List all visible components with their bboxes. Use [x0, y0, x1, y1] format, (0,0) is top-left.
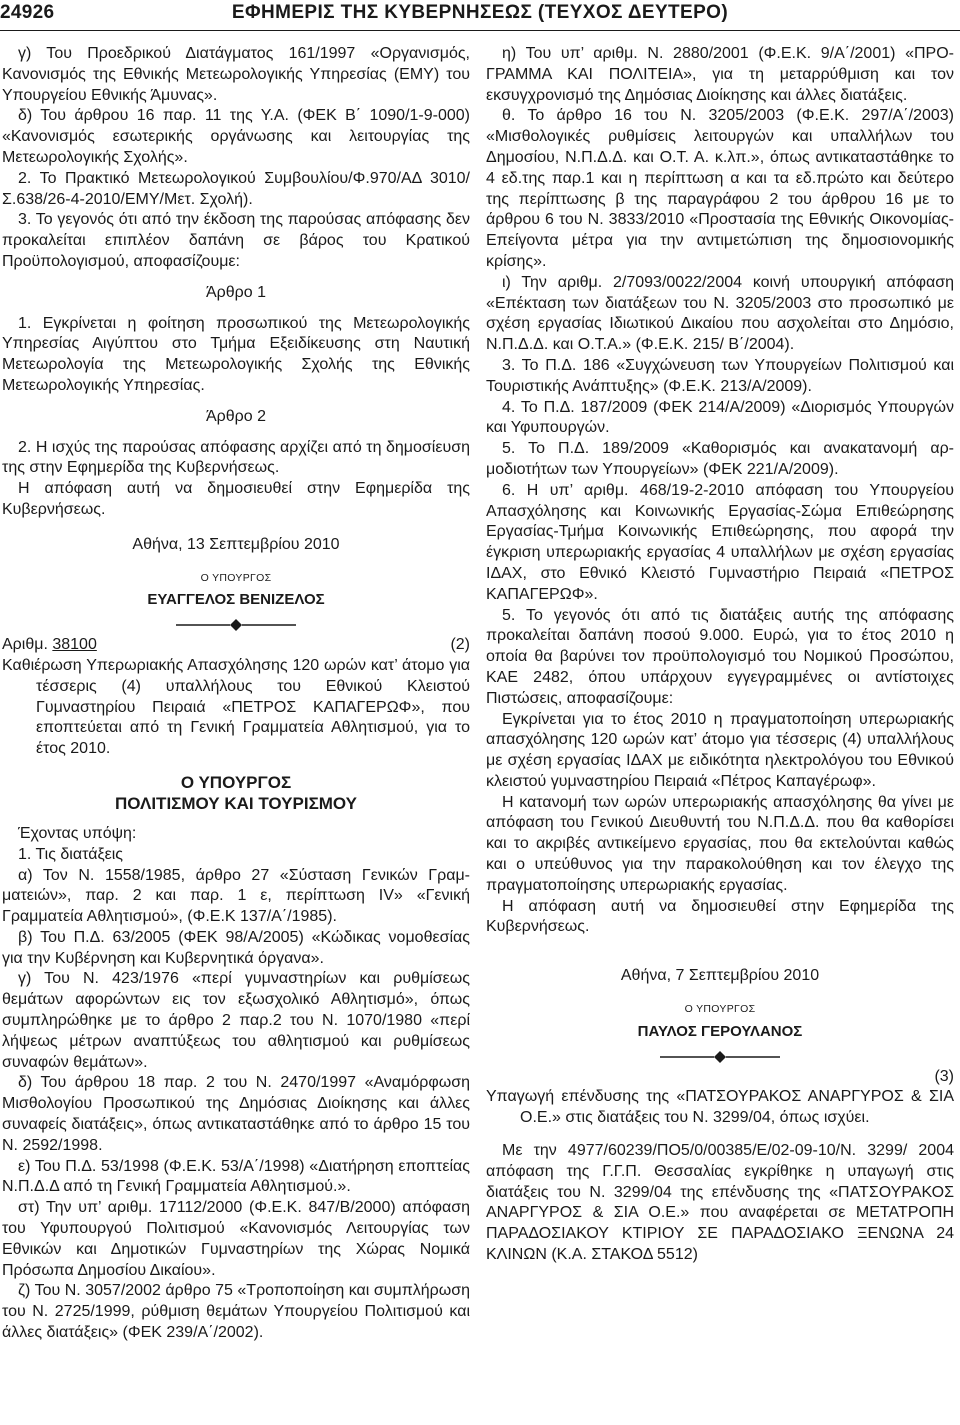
approval-text: Εγκρίνεται για το έτος 2010 η πραγματοποίηση υπερωριακής απασχόλησης 120 ωρών κατ’ άτομο για τέσσερις (4) υπαλλήλους με σχέση εργασίας ΙΔΑΧ με ειδικότητα ηλεκτρολόγου του Εθνικού κλειστού γυμναστηρίου Πειραιά «Πέτρος Καπαγέρωφ». [486, 710, 954, 790]
paragraph-g: γ) Του Προεδρικού Διατάγματος 161/1997 «Οργανισμός, Κανονισμός της Εθνικής Μετεωρολογικής Υπηρεσίας (ΕΜΥ) του Υπουργείου Εθνικής Άμυνας». [2, 45, 470, 104]
item-5b: 5. Το γεγονός ότι από τις διατάξεις αυτής της απόφασης προκαλείται δαπάνη ποσού 9.000. Ευρώ, για το έτος 2010 η οποία θα βαρύνει τον προϋπολογισμό του Νομικού Προσώπου, ΚΑΕ 2482, όπου υπάρχουν εγγεγραμμένες οι αντίστοιχες Πιστώσεις, αποφασίζουμε: [486, 606, 954, 707]
item-5: 5. Το Π.Δ. 189/2009 «Καθορισμός και ανακατανομή αρμοδιοτήτων των Υπουργείων» (ΦΕΚ 221/Α/2009). [486, 440, 954, 478]
left-column [2, 44, 470, 1344]
item-th: θ. Το άρθρο 16 του Ν. 3205/2003 (Φ.Ε.Κ. 297/Α΄/2003) «Μισθολογικές ρυθμίσεις λειτουργών και υπαλλήλων του Δημοσίου, Ν.Π.Δ.Δ. και Ο.Τ. Α. κ.λπ.», όπως αντικαταστάθηκε το 4 εδ.της παρ.1 και η περίπτωση α και τα εδ.πρώτο και δεύτερο της περίπτωσης β της παραγράφου 2 του άρθρου 16 με το άρθρου 6 του Ν. 3833/2010 «Προστασία της Εθνικής Οικονομίας-Επείγοντα μέτρα για την αντιμετώπιση της δημοσιονομικής κρίσης». [486, 107, 954, 270]
signer-role: Ο ΥΠΟΥΡΓΟΣ [684, 1003, 756, 1016]
item-d: δ) Του άρθρου 18 παρ. 2 του Ν. 2470/1997 «Αναμόρφωση Μισθολογίου Προσωπικού της Δημόσιας Διοίκησης και άλλες συναφείς διατάξεις», όπως αντικαταστάθηκε από το άρθρο 15 του Ν. 2592/1998. [2, 1074, 470, 1154]
section-separator [176, 619, 296, 631]
item-g: γ) Του Ν. 423/1976 «περί γυμναστηρίων και ρυθμίσεως θεμάτων αφορώντων εις τον εξωσχολικό Αθλητισμό», όπως συμπληρώθηκε με το άρθρο 2 παρ.2 του Ν. 1070/1980 «περί λήψεως μέτρων αναπτύξεως του αθλητισμού και ρυθμίσεως συναφών θεμάτων». [2, 970, 470, 1071]
publish-note: Η απόφαση αυτή να δημοσιευθεί στην Εφημερίδα της Κυβερνήσεως. [2, 480, 470, 518]
page-number: 24926 [0, 2, 55, 23]
item-e: ε) Του Π.Δ. 53/1998 (Φ.Ε.Κ. 53/Α΄/1998) «Διατήρηση εποπτείας Ν.Π.Δ.Δ από τη Γενική Γραμματεία Αθλητισμού.». [2, 1157, 470, 1196]
gazette-title: ΕΦΗΜΕΡΙΣ ΤΗΣ ΚΥΒΕΡΝΗΣΕΩΣ (ΤΕΥΧΟΣ ΔΕΥΤΕΡΟ) [231, 2, 729, 23]
publish-note: Η απόφαση αυτή να δημοσιευθεί στην Εφημερίδα της Κυβερνήσεως. [486, 897, 954, 936]
signing-date: Αθήνα, 13 Σεπτεμβρίου 2010 [132, 535, 340, 553]
decision-number-group [2, 635, 97, 656]
decision-number-line [2, 635, 470, 656]
item-i: η) Του υπ’ αριθμ. Ν. 2880/2001 (Φ.Ε.Κ. 9/Α΄/2001) «ΠΡΟΓΡΑΜΜΑ ΚΑΙ ΠΟΛΙΤΕΙΑ», για τη μεταρρύθμιση και τον εκσυγχρονισμό της Δημόσιας Διοίκησης και άλλες διατάξεις. [486, 45, 954, 104]
decision-label: Αριθμ. [2, 636, 48, 654]
distribution-text: Η κατανομή των ωρών υπερωριακής απασχόλησης θα γίνει με απόφαση του Γενικού Διευθυντή του Ν.Π.Δ.Δ. που θα καθορίσει και το ακριβές αντικείμενο εργασίας, που θα εκτελούνται καθώς και ο υπεύθυνος για την παρακολούθηση και τον έλεγχο της πραγματοποίησης υπερωριακής εργασίας. [486, 793, 954, 894]
item-6: 6. Η υπ’ αριθμ. 468/19-2-2010 απόφαση του Υπουργείου Απασχόλησης και Κοινωνικής Εργασίας-Σώμα Επιθεώρησης Εργασίας-Τμήμα Κοινωνικής Επιθεώρησης, που αφορά την έγκριση υπερωριακής εργασίας 4 υπαλλήλων με σχέση εργασίας ΙΔΑΧ, στο Εθνικό Κλειστό Γυμναστήριο Πειραιά «ΠΕΤΡΟΣ ΚΑΠΑΓΕΡΩΦ». [486, 481, 954, 603]
having-regard: Έχοντας υπόψη: [18, 824, 137, 842]
paragraph-3: 3. Το γεγονός ότι από την έκδοση της παρούσας απόφασης δεν προκαλείται επιπλέον δαπάνη σε βάρος του Κρατικού Προϋπολογισμού, αποφασίζουμε: [2, 211, 470, 270]
item-a: α) Τον Ν. 1558/1985, άρθρο 27 «Σύσταση Γενικών Γραμματειών», παρ. 2 και παρ. 1 ε, περίπτωση IV» «Γενική Γραμματεία Αθλητισμού», (Φ.Ε.Κ 137/Α΄/1985). [2, 866, 470, 926]
article-2-heading: Άρθρο 2 [205, 407, 267, 425]
ministry-line-2: ΠΟΛΙΤΙΣΜΟΥ ΚΑΙ ΤΟΥΡΙΣΜΟΥ [114, 793, 358, 813]
item-4: 4. Το Π.Δ. 187/2009 (ΦΕΚ 214/Α/2009) «Διορισμός Υπουργών και Υφυπουργών. [486, 398, 954, 437]
article-2-text: 2. Η ισχύς της παρούσας απόφασης αρχίζει από τη δημοσίευση της στην Εφημερίδα της Κυβερνήσεως. [2, 438, 470, 477]
header-rule [0, 30, 960, 31]
item-3: 3. Το Π.Δ. 186 «Συγχώνευση των Υπουργείων Πολιτισμού και Τουριστικής Ανάπτυξης» (Φ.Ε.Κ. 213/Α/2009). [486, 356, 954, 395]
paragraph-2: 2. Το Πρακτικό Μετεωρολογικού Συμβουλίου/Φ.970/ΑΔ 3010/Σ.638/26-4-2010/ΕΜΥ/Μετ. Σχολή). [2, 169, 470, 208]
signing-date: Αθήνα, 7 Σεπτεμβρίου 2010 [620, 967, 820, 985]
item-z: ζ) Του Ν. 3057/2002 άρθρο 75 «Τροποποίηση και συμπλήρωση του Ν. 2725/1999, ρύθμιση θεμάτων Υπουργείου Πολιτισμού και άλλες διατάξεις» (ΦΕΚ 239/Α΄/2002). [2, 1282, 470, 1342]
item-1: 1. Τις διατάξεις [18, 845, 124, 863]
article-1-text: 1. Εγκρίνεται η φοίτηση προσωπικού της Μετεωρολογικής Υπηρεσίας Αιγύπτου στο Τμήμα Εξειδίκευσης στη Ναυτική Μετεωρολογία της Μετεωρολογικής Σχολής της Εθνικής Μετεωρολογικής Υπηρεσίας. [2, 314, 470, 394]
page-header [0, 0, 960, 28]
decision-subject: Υπαγωγή επένδυσης της «ΠΑΤΣΟΥΡΑΚΟΣ ΑΝΑΡΓΥΡΟΣ & ΣΙΑ Ο.Ε.» στις διατάξεις του Ν. 3299/04, όπως ισχύει. [486, 1088, 954, 1127]
section-separator [660, 1051, 780, 1063]
decision-index: (2) [450, 636, 470, 654]
signer-name: ΕΥΑΓΓΕΛΟΣ ΒΕΝΙΖΕΛΟΣ [147, 591, 325, 609]
decision-number: 38100 [52, 636, 97, 654]
item-iota: ι) Την αριθμ. 2/7093/0022/2004 κοινή υπουργική απόφαση «Επέκταση των διατάξεων του Ν. 3205/2003 στο προσωπικό με σχέση εργασίας Ιδιωτικού Δικαίου που ασχολείται στο Δημόσιο, Ν.Π.Δ.Δ. και Ο.Τ.Α.» (Φ.Ε.Κ. 215/ Β΄/2004). [486, 273, 954, 354]
paragraph-d: δ) Του άρθρου 16 παρ. 11 της Υ.Α. (ΦΕΚ Β΄ 1090/1-9-000) «Κανονισμός εσωτερικής οργάνωσης και λειτουργίας της Μετεωρολογικής Σχολής». [2, 107, 470, 166]
decision-index-line [486, 1067, 954, 1088]
decision-index: (3) [934, 1067, 954, 1085]
signer-name: ΠΑΥΛΟΣ ΓΕΡΟΥΛΑΝΟΣ [637, 1022, 803, 1040]
ministry-line-1: Ο ΥΠΟΥΡΓΟΣ [180, 772, 292, 792]
right-column [486, 44, 954, 1266]
article-1-heading: Άρθρο 1 [205, 283, 267, 301]
item-st: στ) Την υπ’ αριθμ. 17112/2000 (Φ.Ε.Κ. 847/Β/2000) απόφαση του Υφυπουργού Πολιτισμού «Κανονισμός Λειτουργίας των Εθνικών και Δημοτικών Γυμναστηρίων της Χώρας Νομικά Πρόσωπα Δημοσίου Δικαίου». [2, 1199, 470, 1279]
signer-role: Ο ΥΠΟΥΡΓΟΣ [200, 571, 272, 584]
item-b: β) Του Π.Δ. 63/2005 (ΦΕΚ 98/Α/2005) «Κώδικας νομοθεσίας για την Κυβέρνηση και Κυβερνητικά όργανα». [2, 928, 470, 967]
final-paragraph: Με την 4977/60239/ΠΟ5/0/00385/Ε/02-09-10/Ν. 3299/ 2004 απόφαση της Γ.Γ.Π. Θεσσαλίας εγκρίθηκε η υπαγωγή στις διατάξεις του Ν. 3299/04 της επένδυσης της «ΠΑΤΣΟΥΡΑΚΟΣ ΑΝΑΡΓΥΡΟΣ & ΣΙΑ Ο.Ε.» που αναφέρεται σε ΜΕΤΑΤΡΟΠΗ ΠΑΡΑΔΟΣΙΑΚΟΥ ΚΤΙΡΙΟΥ ΣΕ ΠΑΡΑΔΟΣΙΑΚΟ ΞΕΝΩΝΑ 24 ΚΛΙΝΩΝ (Κ.Α. ΣΤΑΚΟΔ 5512) [486, 1142, 954, 1264]
decision-subject: Καθιέρωση Υπερωριακής Απασχόλησης 120 ωρών κατ’ άτομο για τέσσερις (4) υπαλλήλους του Εθνικού Κλειστού Γυμναστηρίου Πειραιά «ΠΕΤΡΟΣ ΚΑΠΑΓΕΡΩΦ», που εποπτεύεται από τη Γενική Γραμματεία Αθλητισμού, για το έτος 2010. [2, 656, 470, 758]
